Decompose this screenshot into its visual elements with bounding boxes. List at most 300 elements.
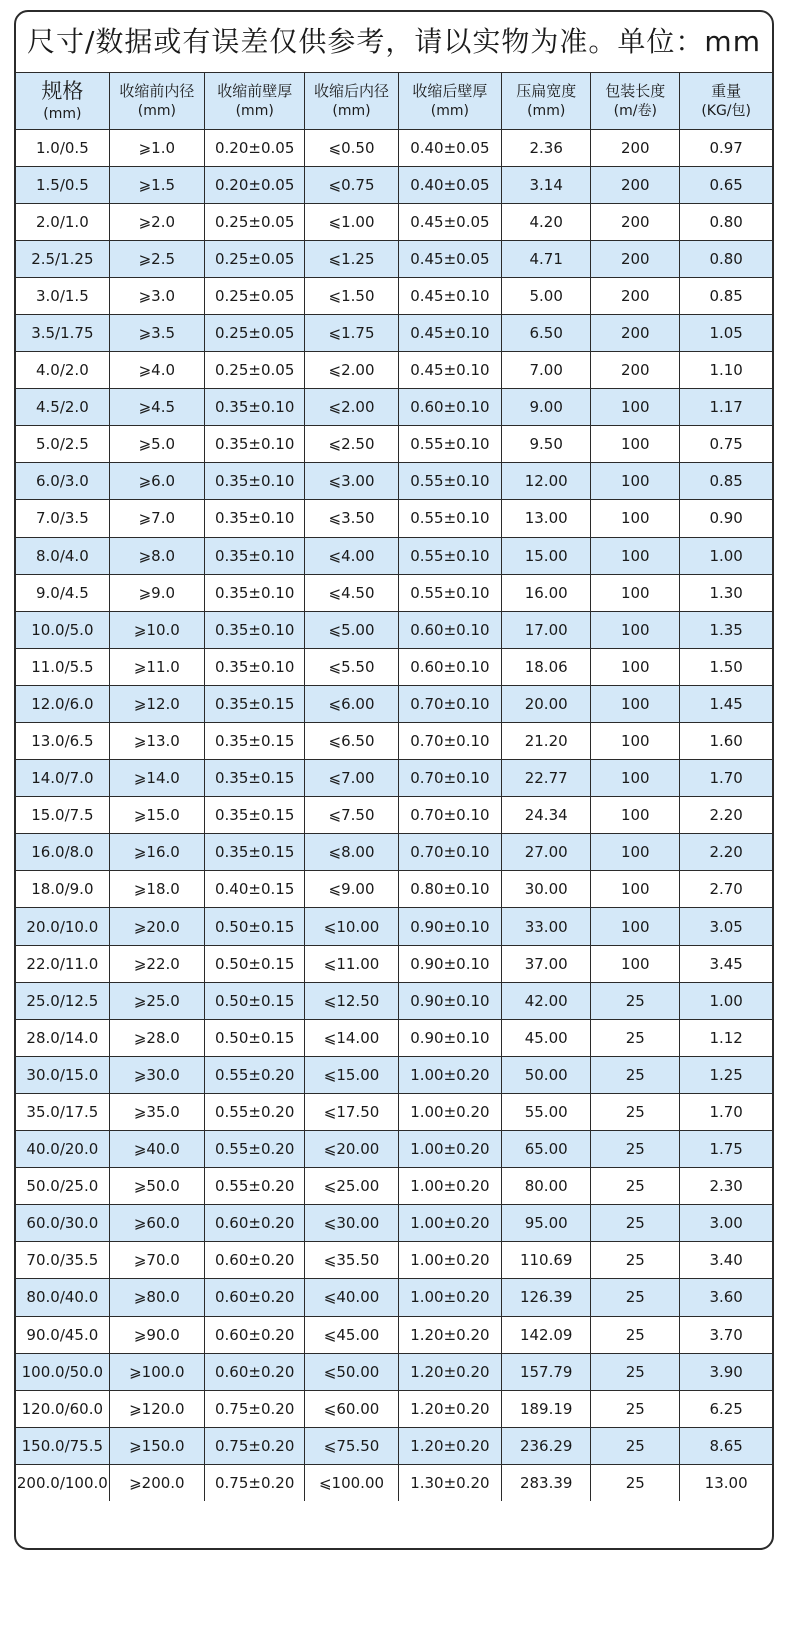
header-label: 包装长度: [605, 81, 666, 100]
cell-spec: 70.0/35.5: [16, 1242, 109, 1279]
cell-spec: 3.5/1.75: [16, 314, 109, 351]
cell-pre-inner-diameter: ⩾60.0: [109, 1205, 204, 1242]
table-row: [16, 277, 772, 314]
cell-weight: 3.40: [680, 1242, 772, 1279]
cell-flat-width: 22.77: [502, 760, 591, 797]
cell-pre-inner-diameter: ⩾35.0: [109, 1093, 204, 1130]
cell-package-length: 200: [591, 166, 680, 203]
cell-weight: 3.60: [680, 1279, 772, 1316]
header-label: 收缩前内径: [119, 81, 195, 100]
cell-post-wall-thickness: 0.60±0.10: [398, 389, 502, 426]
table-row: [16, 1019, 772, 1056]
table-row: [16, 871, 772, 908]
cell-weight: 3.00: [680, 1205, 772, 1242]
cell-post-inner-diameter: ⩽15.00: [305, 1056, 398, 1093]
cell-pre-wall-thickness: 0.75±0.20: [204, 1464, 304, 1501]
cell-pre-inner-diameter: ⩾4.5: [109, 389, 204, 426]
cell-spec: 90.0/45.0: [16, 1316, 109, 1353]
cell-package-length: 25: [591, 982, 680, 1019]
cell-post-inner-diameter: ⩽10.00: [305, 908, 398, 945]
cell-package-length: 100: [591, 760, 680, 797]
cell-pre-wall-thickness: 0.25±0.05: [204, 352, 304, 389]
header-flat-width: [502, 73, 591, 129]
cell-post-wall-thickness: 0.40±0.05: [398, 166, 502, 203]
cell-spec: 2.0/1.0: [16, 203, 109, 240]
cell-spec: 100.0/50.0: [16, 1353, 109, 1390]
cell-weight: 0.65: [680, 166, 772, 203]
cell-pre-wall-thickness: 0.60±0.20: [204, 1242, 304, 1279]
cell-flat-width: 30.00: [502, 871, 591, 908]
cell-spec: 60.0/30.0: [16, 1205, 109, 1242]
spec-sheet: [14, 10, 774, 1550]
table-row: [16, 463, 772, 500]
header-pre-inner-diameter: [109, 73, 204, 129]
cell-pre-wall-thickness: 0.35±0.15: [204, 723, 304, 760]
cell-post-wall-thickness: 0.40±0.05: [398, 129, 502, 166]
cell-pre-wall-thickness: 0.25±0.05: [204, 314, 304, 351]
cell-post-wall-thickness: 0.70±0.10: [398, 834, 502, 871]
cell-package-length: 25: [591, 1093, 680, 1130]
cell-post-wall-thickness: 0.60±0.10: [398, 648, 502, 685]
cell-package-length: 100: [591, 797, 680, 834]
cell-weight: 0.80: [680, 203, 772, 240]
cell-spec: 5.0/2.5: [16, 426, 109, 463]
table-row: [16, 945, 772, 982]
cell-pre-inner-diameter: ⩾70.0: [109, 1242, 204, 1279]
cell-post-wall-thickness: 0.70±0.10: [398, 723, 502, 760]
cell-pre-wall-thickness: 0.50±0.15: [204, 982, 304, 1019]
cell-spec: 10.0/5.0: [16, 611, 109, 648]
cell-weight: 1.70: [680, 1093, 772, 1130]
header-label: 压扁宽度: [516, 81, 577, 100]
cell-post-inner-diameter: ⩽0.75: [305, 166, 398, 203]
cell-pre-wall-thickness: 0.75±0.20: [204, 1390, 304, 1427]
cell-weight: 0.85: [680, 463, 772, 500]
cell-post-inner-diameter: ⩽35.50: [305, 1242, 398, 1279]
cell-weight: 1.35: [680, 611, 772, 648]
cell-pre-inner-diameter: ⩾25.0: [109, 982, 204, 1019]
cell-spec: 1.0/0.5: [16, 129, 109, 166]
table-row: [16, 1353, 772, 1390]
cell-post-wall-thickness: 0.45±0.05: [398, 240, 502, 277]
cell-post-inner-diameter: ⩽0.50: [305, 129, 398, 166]
cell-package-length: 100: [591, 426, 680, 463]
cell-post-inner-diameter: ⩽25.00: [305, 1168, 398, 1205]
cell-flat-width: 80.00: [502, 1168, 591, 1205]
cell-pre-inner-diameter: ⩾7.0: [109, 500, 204, 537]
cell-flat-width: 4.71: [502, 240, 591, 277]
cell-pre-wall-thickness: 0.50±0.15: [204, 1019, 304, 1056]
table-row: [16, 834, 772, 871]
cell-post-inner-diameter: ⩽17.50: [305, 1093, 398, 1130]
cell-flat-width: 16.00: [502, 574, 591, 611]
cell-post-wall-thickness: 0.90±0.10: [398, 945, 502, 982]
cell-post-wall-thickness: 0.55±0.10: [398, 426, 502, 463]
cell-post-inner-diameter: ⩽2.00: [305, 389, 398, 426]
cell-post-inner-diameter: ⩽6.00: [305, 685, 398, 722]
cell-pre-inner-diameter: ⩾14.0: [109, 760, 204, 797]
cell-flat-width: 65.00: [502, 1131, 591, 1168]
cell-package-length: 100: [591, 908, 680, 945]
cell-pre-wall-thickness: 0.40±0.15: [204, 871, 304, 908]
header-label: 规格: [41, 78, 84, 103]
header-post-wall-thickness: [398, 73, 502, 129]
cell-spec: 12.0/6.0: [16, 685, 109, 722]
cell-post-wall-thickness: 0.90±0.10: [398, 982, 502, 1019]
cell-post-inner-diameter: ⩽7.50: [305, 797, 398, 834]
header-label: 收缩前壁厚: [217, 81, 293, 100]
table-row: [16, 723, 772, 760]
table-row: [16, 1464, 772, 1501]
cell-spec: 15.0/7.5: [16, 797, 109, 834]
cell-package-length: 25: [591, 1427, 680, 1464]
table-row: [16, 611, 772, 648]
cell-pre-inner-diameter: ⩾40.0: [109, 1131, 204, 1168]
cell-post-wall-thickness: 0.90±0.10: [398, 908, 502, 945]
cell-flat-width: 37.00: [502, 945, 591, 982]
cell-pre-wall-thickness: 0.25±0.05: [204, 240, 304, 277]
table-row: [16, 537, 772, 574]
cell-pre-inner-diameter: ⩾90.0: [109, 1316, 204, 1353]
table-row: [16, 574, 772, 611]
cell-pre-inner-diameter: ⩾50.0: [109, 1168, 204, 1205]
cell-flat-width: 50.00: [502, 1056, 591, 1093]
cell-pre-inner-diameter: ⩾9.0: [109, 574, 204, 611]
header-pre-wall-thickness: [204, 73, 304, 129]
cell-spec: 8.0/4.0: [16, 537, 109, 574]
cell-weight: 1.30: [680, 574, 772, 611]
cell-pre-wall-thickness: 0.35±0.10: [204, 574, 304, 611]
cell-pre-inner-diameter: ⩾200.0: [109, 1464, 204, 1501]
cell-post-wall-thickness: 0.45±0.10: [398, 352, 502, 389]
cell-spec: 4.0/2.0: [16, 352, 109, 389]
cell-post-wall-thickness: 1.20±0.20: [398, 1353, 502, 1390]
cell-flat-width: 5.00: [502, 277, 591, 314]
cell-flat-width: 17.00: [502, 611, 591, 648]
cell-flat-width: 20.00: [502, 685, 591, 722]
cell-weight: 1.45: [680, 685, 772, 722]
table-row: [16, 500, 772, 537]
cell-post-inner-diameter: ⩽4.50: [305, 574, 398, 611]
cell-weight: 3.70: [680, 1316, 772, 1353]
cell-post-wall-thickness: 0.80±0.10: [398, 871, 502, 908]
cell-spec: 30.0/15.0: [16, 1056, 109, 1093]
table-row: [16, 648, 772, 685]
header-label: 收缩后壁厚: [412, 81, 488, 100]
table-row: [16, 166, 772, 203]
cell-flat-width: 157.79: [502, 1353, 591, 1390]
table-row: [16, 389, 772, 426]
header-post-inner-diameter: [305, 73, 398, 129]
cell-spec: 4.5/2.0: [16, 389, 109, 426]
cell-package-length: 200: [591, 240, 680, 277]
cell-spec: 22.0/11.0: [16, 945, 109, 982]
table-row: [16, 1279, 772, 1316]
cell-post-inner-diameter: ⩽30.00: [305, 1205, 398, 1242]
header-unit: (mm): [137, 102, 176, 119]
cell-weight: 2.70: [680, 871, 772, 908]
cell-flat-width: 12.00: [502, 463, 591, 500]
cell-pre-inner-diameter: ⩾120.0: [109, 1390, 204, 1427]
cell-post-wall-thickness: 0.60±0.10: [398, 611, 502, 648]
cell-pre-wall-thickness: 0.35±0.10: [204, 463, 304, 500]
cell-pre-inner-diameter: ⩾3.5: [109, 314, 204, 351]
cell-weight: 2.30: [680, 1168, 772, 1205]
cell-pre-inner-diameter: ⩾10.0: [109, 611, 204, 648]
header-unit: (KG/包): [701, 102, 751, 119]
cell-weight: 2.20: [680, 797, 772, 834]
cell-post-inner-diameter: ⩽9.00: [305, 871, 398, 908]
cell-pre-inner-diameter: ⩾1.5: [109, 166, 204, 203]
cell-pre-wall-thickness: 0.35±0.15: [204, 834, 304, 871]
cell-post-wall-thickness: 1.00±0.20: [398, 1168, 502, 1205]
cell-weight: 1.50: [680, 648, 772, 685]
cell-pre-wall-thickness: 0.35±0.15: [204, 685, 304, 722]
cell-post-inner-diameter: ⩽4.00: [305, 537, 398, 574]
cell-package-length: 200: [591, 129, 680, 166]
cell-post-inner-diameter: ⩽1.50: [305, 277, 398, 314]
cell-post-wall-thickness: 1.20±0.20: [398, 1390, 502, 1427]
cell-package-length: 100: [591, 463, 680, 500]
cell-package-length: 25: [591, 1019, 680, 1056]
cell-pre-wall-thickness: 0.35±0.10: [204, 648, 304, 685]
table-row: [16, 1316, 772, 1353]
table-body: [16, 129, 772, 1501]
cell-weight: 3.05: [680, 908, 772, 945]
cell-spec: 3.0/1.5: [16, 277, 109, 314]
cell-package-length: 25: [591, 1056, 680, 1093]
cell-post-wall-thickness: 1.00±0.20: [398, 1205, 502, 1242]
cell-spec: 11.0/5.5: [16, 648, 109, 685]
table-row: [16, 129, 772, 166]
cell-package-length: 25: [591, 1205, 680, 1242]
cell-post-wall-thickness: 1.00±0.20: [398, 1279, 502, 1316]
cell-weight: 1.25: [680, 1056, 772, 1093]
header-unit: (mm): [430, 102, 469, 119]
cell-post-inner-diameter: ⩽12.50: [305, 982, 398, 1019]
cell-post-wall-thickness: 0.45±0.10: [398, 277, 502, 314]
cell-pre-wall-thickness: 0.35±0.10: [204, 611, 304, 648]
cell-post-wall-thickness: 0.55±0.10: [398, 500, 502, 537]
cell-post-wall-thickness: 0.70±0.10: [398, 797, 502, 834]
cell-pre-inner-diameter: ⩾28.0: [109, 1019, 204, 1056]
header-unit: (mm): [332, 102, 371, 119]
cell-pre-wall-thickness: 0.60±0.20: [204, 1316, 304, 1353]
table-row: [16, 1390, 772, 1427]
cell-weight: 1.17: [680, 389, 772, 426]
cell-post-inner-diameter: ⩽5.00: [305, 611, 398, 648]
cell-flat-width: 21.20: [502, 723, 591, 760]
cell-pre-wall-thickness: 0.35±0.15: [204, 760, 304, 797]
cell-pre-wall-thickness: 0.50±0.15: [204, 945, 304, 982]
table-row: [16, 685, 772, 722]
cell-pre-inner-diameter: ⩾22.0: [109, 945, 204, 982]
cell-post-wall-thickness: 0.55±0.10: [398, 463, 502, 500]
cell-pre-wall-thickness: 0.60±0.20: [204, 1353, 304, 1390]
table-row: [16, 1427, 772, 1464]
cell-spec: 200.0/100.0: [16, 1464, 109, 1501]
cell-flat-width: 18.06: [502, 648, 591, 685]
cell-package-length: 25: [591, 1390, 680, 1427]
cell-spec: 20.0/10.0: [16, 908, 109, 945]
cell-weight: 0.75: [680, 426, 772, 463]
cell-pre-inner-diameter: ⩾12.0: [109, 685, 204, 722]
cell-package-length: 100: [591, 648, 680, 685]
cell-flat-width: 283.39: [502, 1464, 591, 1501]
spec-table: [16, 73, 772, 1501]
cell-post-inner-diameter: ⩽1.75: [305, 314, 398, 351]
table-row: [16, 352, 772, 389]
cell-flat-width: 55.00: [502, 1093, 591, 1130]
cell-package-length: 100: [591, 537, 680, 574]
header-unit: (mm): [527, 102, 566, 119]
cell-spec: 2.5/1.25: [16, 240, 109, 277]
header-weight: [680, 73, 772, 129]
table-row: [16, 1056, 772, 1093]
cell-weight: 1.00: [680, 982, 772, 1019]
cell-post-wall-thickness: 0.55±0.10: [398, 537, 502, 574]
cell-post-wall-thickness: 1.00±0.20: [398, 1242, 502, 1279]
cell-post-wall-thickness: 1.30±0.20: [398, 1464, 502, 1501]
page-title: 尺寸/数据或有误差仅供参考，请以实物为准。单位：mm: [16, 12, 772, 73]
header-row: [16, 73, 772, 129]
cell-package-length: 100: [591, 871, 680, 908]
cell-spec: 18.0/9.0: [16, 871, 109, 908]
cell-spec: 80.0/40.0: [16, 1279, 109, 1316]
cell-flat-width: 13.00: [502, 500, 591, 537]
cell-pre-wall-thickness: 0.35±0.10: [204, 389, 304, 426]
cell-pre-inner-diameter: ⩾2.5: [109, 240, 204, 277]
cell-weight: 1.60: [680, 723, 772, 760]
cell-flat-width: 126.39: [502, 1279, 591, 1316]
table-row: [16, 797, 772, 834]
cell-flat-width: 3.14: [502, 166, 591, 203]
cell-post-wall-thickness: 0.90±0.10: [398, 1019, 502, 1056]
table-row: [16, 1242, 772, 1279]
cell-package-length: 25: [591, 1316, 680, 1353]
cell-package-length: 200: [591, 203, 680, 240]
cell-weight: 8.65: [680, 1427, 772, 1464]
cell-flat-width: 189.19: [502, 1390, 591, 1427]
cell-post-wall-thickness: 1.00±0.20: [398, 1056, 502, 1093]
cell-weight: 0.85: [680, 277, 772, 314]
cell-package-length: 25: [591, 1131, 680, 1168]
table-row: [16, 1131, 772, 1168]
cell-package-length: 200: [591, 314, 680, 351]
cell-pre-inner-diameter: ⩾100.0: [109, 1353, 204, 1390]
cell-pre-wall-thickness: 0.35±0.15: [204, 797, 304, 834]
cell-post-wall-thickness: 1.00±0.20: [398, 1131, 502, 1168]
cell-weight: 3.90: [680, 1353, 772, 1390]
cell-package-length: 100: [591, 834, 680, 871]
cell-post-inner-diameter: ⩽1.00: [305, 203, 398, 240]
cell-flat-width: 236.29: [502, 1427, 591, 1464]
cell-spec: 1.5/0.5: [16, 166, 109, 203]
cell-weight: 1.75: [680, 1131, 772, 1168]
cell-spec: 50.0/25.0: [16, 1168, 109, 1205]
cell-flat-width: 2.36: [502, 129, 591, 166]
cell-spec: 9.0/4.5: [16, 574, 109, 611]
cell-spec: 25.0/12.5: [16, 982, 109, 1019]
table-row: [16, 1093, 772, 1130]
cell-post-inner-diameter: ⩽100.00: [305, 1464, 398, 1501]
cell-post-wall-thickness: 0.45±0.10: [398, 314, 502, 351]
cell-pre-wall-thickness: 0.60±0.20: [204, 1279, 304, 1316]
cell-weight: 6.25: [680, 1390, 772, 1427]
cell-package-length: 100: [591, 685, 680, 722]
cell-pre-wall-thickness: 0.50±0.15: [204, 908, 304, 945]
cell-pre-inner-diameter: ⩾8.0: [109, 537, 204, 574]
cell-flat-width: 15.00: [502, 537, 591, 574]
cell-flat-width: 33.00: [502, 908, 591, 945]
header-unit: (mm): [235, 102, 274, 119]
cell-post-inner-diameter: ⩽2.50: [305, 426, 398, 463]
cell-weight: 1.70: [680, 760, 772, 797]
cell-package-length: 100: [591, 574, 680, 611]
cell-package-length: 100: [591, 389, 680, 426]
cell-spec: 16.0/8.0: [16, 834, 109, 871]
cell-flat-width: 9.50: [502, 426, 591, 463]
cell-pre-inner-diameter: ⩾150.0: [109, 1427, 204, 1464]
cell-pre-wall-thickness: 0.25±0.05: [204, 203, 304, 240]
cell-pre-wall-thickness: 0.20±0.05: [204, 166, 304, 203]
table-row: [16, 982, 772, 1019]
cell-flat-width: 110.69: [502, 1242, 591, 1279]
cell-pre-inner-diameter: ⩾4.0: [109, 352, 204, 389]
cell-post-inner-diameter: ⩽7.00: [305, 760, 398, 797]
cell-weight: 1.10: [680, 352, 772, 389]
cell-post-inner-diameter: ⩽45.00: [305, 1316, 398, 1353]
cell-post-inner-diameter: ⩽14.00: [305, 1019, 398, 1056]
table-row: [16, 314, 772, 351]
cell-post-inner-diameter: ⩽50.00: [305, 1353, 398, 1390]
cell-post-inner-diameter: ⩽8.00: [305, 834, 398, 871]
cell-post-inner-diameter: ⩽3.50: [305, 500, 398, 537]
table-row: [16, 908, 772, 945]
table-row: [16, 760, 772, 797]
cell-package-length: 100: [591, 500, 680, 537]
cell-post-wall-thickness: 0.45±0.05: [398, 203, 502, 240]
cell-pre-inner-diameter: ⩾20.0: [109, 908, 204, 945]
cell-flat-width: 4.20: [502, 203, 591, 240]
cell-pre-wall-thickness: 0.35±0.10: [204, 500, 304, 537]
cell-post-wall-thickness: 0.70±0.10: [398, 685, 502, 722]
cell-weight: 0.97: [680, 129, 772, 166]
table-row: [16, 240, 772, 277]
cell-weight: 2.20: [680, 834, 772, 871]
cell-weight: 13.00: [704, 1474, 748, 1493]
cell-weight: 1.00: [680, 537, 772, 574]
table-row: [16, 1168, 772, 1205]
cell-spec: 120.0/60.0: [16, 1390, 109, 1427]
cell-spec: 150.0/75.5: [16, 1427, 109, 1464]
cell-flat-width: 95.00: [502, 1205, 591, 1242]
cell-flat-width: 7.00: [502, 352, 591, 389]
cell-pre-wall-thickness: 0.75±0.20: [204, 1427, 304, 1464]
cell-package-length: 25: [591, 1242, 680, 1279]
table-header: [16, 73, 772, 129]
cell-post-inner-diameter: ⩽2.00: [305, 352, 398, 389]
cell-post-inner-diameter: ⩽6.50: [305, 723, 398, 760]
cell-flat-width: 42.00: [502, 982, 591, 1019]
cell-package-length: 25: [591, 1464, 680, 1501]
cell-post-wall-thickness: 0.55±0.10: [398, 574, 502, 611]
cell-post-inner-diameter: ⩽75.50: [305, 1427, 398, 1464]
cell-pre-wall-thickness: 0.55±0.20: [204, 1093, 304, 1130]
cell-pre-inner-diameter: ⩾80.0: [109, 1279, 204, 1316]
cell-post-inner-diameter: ⩽11.00: [305, 945, 398, 982]
cell-post-inner-diameter: ⩽1.25: [305, 240, 398, 277]
